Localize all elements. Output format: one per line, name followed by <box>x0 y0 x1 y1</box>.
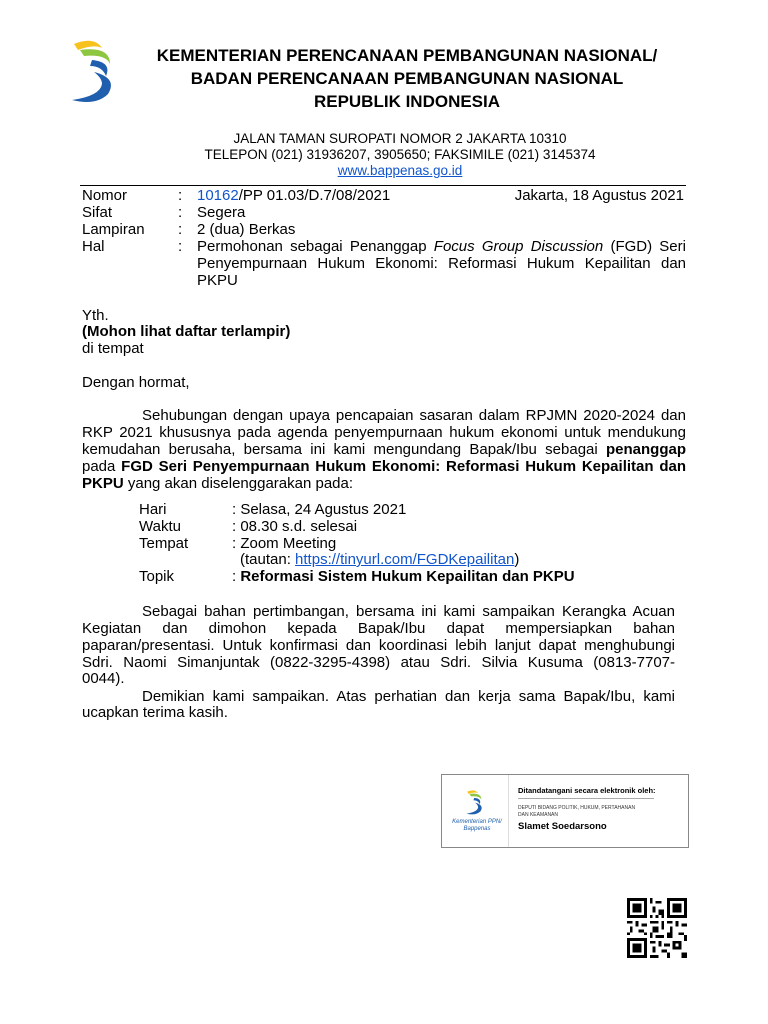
signer-name: Slamet Soedarsono <box>518 821 607 832</box>
p3-line1: Demikian kami sampaikan. Atas perhatian dan kerja sama Bapak/Ibu, kami <box>142 688 675 705</box>
p1-line3-text: kemudahan berusaha, bersama ini kami mengundang Bapak/Ibu sebagai <box>82 441 606 458</box>
bappenas-logo-icon <box>464 789 486 817</box>
sifat-label: Sifat <box>82 204 113 221</box>
lampiran-label: Lampiran <box>82 221 145 238</box>
p1-line3 <box>82 441 686 458</box>
nomor-rest: /PP 01.03/D.7/08/2021 <box>238 187 391 204</box>
website-line <box>100 163 700 179</box>
p2-line1: Sebagai bahan pertimbangan, bersama ini kami sampaikan Kerangka Acuan <box>142 603 675 620</box>
hal-value-line3: PKPU <box>197 272 238 289</box>
tautan-post: ) <box>514 551 520 568</box>
tautan-pre: (tautan: <box>240 551 296 568</box>
yth-label: Yth. <box>82 307 109 324</box>
hal-text-post: (FGD) Seri <box>603 238 686 255</box>
greeting: Dengan hormat, <box>82 374 190 391</box>
hal-value-line2: Penyempurnaan Hukum Ekonomi: Reformasi Hukum Kepailitan dan <box>197 255 686 272</box>
hal-text-italic: Focus Group Discussion <box>433 238 604 255</box>
sifat-value: Segera <box>197 204 246 221</box>
institution-name-line3: REPUBLIK INDONESIA <box>313 92 501 111</box>
waktu-label: Waktu <box>139 518 181 535</box>
lampiran-value: 2 (dua) Berkas <box>197 221 296 238</box>
p1-line1: Sehubungan dengan upaya pencapaian sasaran dalam RPJMN 2020-2024 dan <box>142 407 686 424</box>
p1-line5 <box>82 475 353 492</box>
e-signature-box <box>441 774 689 848</box>
hal-value-line1 <box>197 238 686 255</box>
address-line: JALAN TAMAN SUROPATI NOMOR 2 JAKARTA 10310 <box>233 131 567 146</box>
signer-position <box>518 805 635 819</box>
signer-position-line2: DAN KEAMANAN <box>518 812 559 818</box>
nomor-number: 10162 <box>197 187 239 204</box>
letter-date: Jakarta, 18 Agustus 2021 <box>514 187 684 204</box>
topik-value <box>232 568 575 585</box>
p2-line3: paparan/presentasi. Untuk konfirmasi dan koordinasi lebih lanjut dapat menghubungi <box>82 637 675 654</box>
topik-label: Topik <box>139 568 175 585</box>
p1-line5-text: yang akan diselenggarakan pada: <box>123 475 354 492</box>
qr-code-icon <box>627 898 687 958</box>
p1-line4 <box>82 458 686 475</box>
nomor-value <box>197 187 390 204</box>
p3-line2: ucapkan terima kasih. <box>82 704 228 721</box>
institution-name-line2: BADAN PERENCANAAN PEMBANGUNAN NASIONAL <box>190 69 624 88</box>
sifat-colon: : <box>178 204 183 221</box>
topik-text: Reformasi Sistem Hukum Kepailitan dan PKPU <box>240 568 575 585</box>
p1-line3-bold: penanggap <box>605 441 686 458</box>
tempat-label: Tempat <box>139 535 189 552</box>
hal-colon: : <box>178 238 183 255</box>
phone-line: TELEPON (021) 31936207, 3905650; FAKSIMILE (021) 3145374 <box>204 147 596 162</box>
hal-text-pre: Permohonan sebagai Penanggap <box>197 238 434 255</box>
institution-name-line1: KEMENTERIAN PERENCANAAN PEMBANGUNAN NASIONAL/ <box>156 46 658 65</box>
p1-line4-bold: FGD Seri Penyempurnaan Hukum Ekonomi: Reformasi Hukum Kepailitan dan <box>121 458 686 475</box>
waktu-value: : 08.30 s.d. selesai <box>232 518 358 535</box>
p2-line2: Kegiatan dan dimohon kepada Bapak/Ibu dapat mempersiapkan bahan <box>82 620 675 637</box>
website-link[interactable]: www.bappenas.go.id <box>337 163 463 178</box>
signed-by-label: Ditandatangani secara elektronik oleh: <box>518 786 656 795</box>
sig-logo-text <box>452 819 502 833</box>
sig-divider <box>508 775 509 847</box>
header-divider <box>80 185 686 186</box>
nomor-label: Nomor <box>82 187 128 204</box>
p1-line5-bold: PKPU <box>82 475 124 492</box>
hari-label: Hari <box>139 501 167 518</box>
p1-line2: RKP 2021 khususnya pada agenda penyempurnaan hukum ekonomi untuk mendukung <box>82 424 686 441</box>
sig-rule <box>518 798 654 799</box>
hal-label: Hal <box>82 238 105 255</box>
sig-logo-line2: Bappenas <box>463 826 491 832</box>
tempat-value: : Zoom Meeting <box>232 535 337 552</box>
hari-value: : Selasa, 24 Agustus 2021 <box>232 501 407 518</box>
sig-logo-line1: Kementerian PPN/ <box>452 819 502 825</box>
lampiran-colon: : <box>178 221 183 238</box>
zoom-link[interactable]: https://tinyurl.com/FGDKepailitan <box>295 551 515 568</box>
p1-line4-text: pada <box>82 458 122 475</box>
signer-position-line1: DEPUTI BIDANG POLITIK, HUKUM, PERTAHANAN <box>518 805 636 811</box>
nomor-colon: : <box>178 187 183 204</box>
p2-line4: Sdri. Naomi Simanjuntak (0822-3295-4398) atau Sdri. Silvia Kusuma (0813-7707- <box>82 654 675 671</box>
p2-line5: 0044). <box>82 670 125 687</box>
tautan-line <box>240 551 519 568</box>
addressee-name: (Mohon lihat daftar terlampir) <box>82 323 291 340</box>
topik-colon: : <box>232 568 241 585</box>
addressee-place: di tempat <box>82 340 144 357</box>
